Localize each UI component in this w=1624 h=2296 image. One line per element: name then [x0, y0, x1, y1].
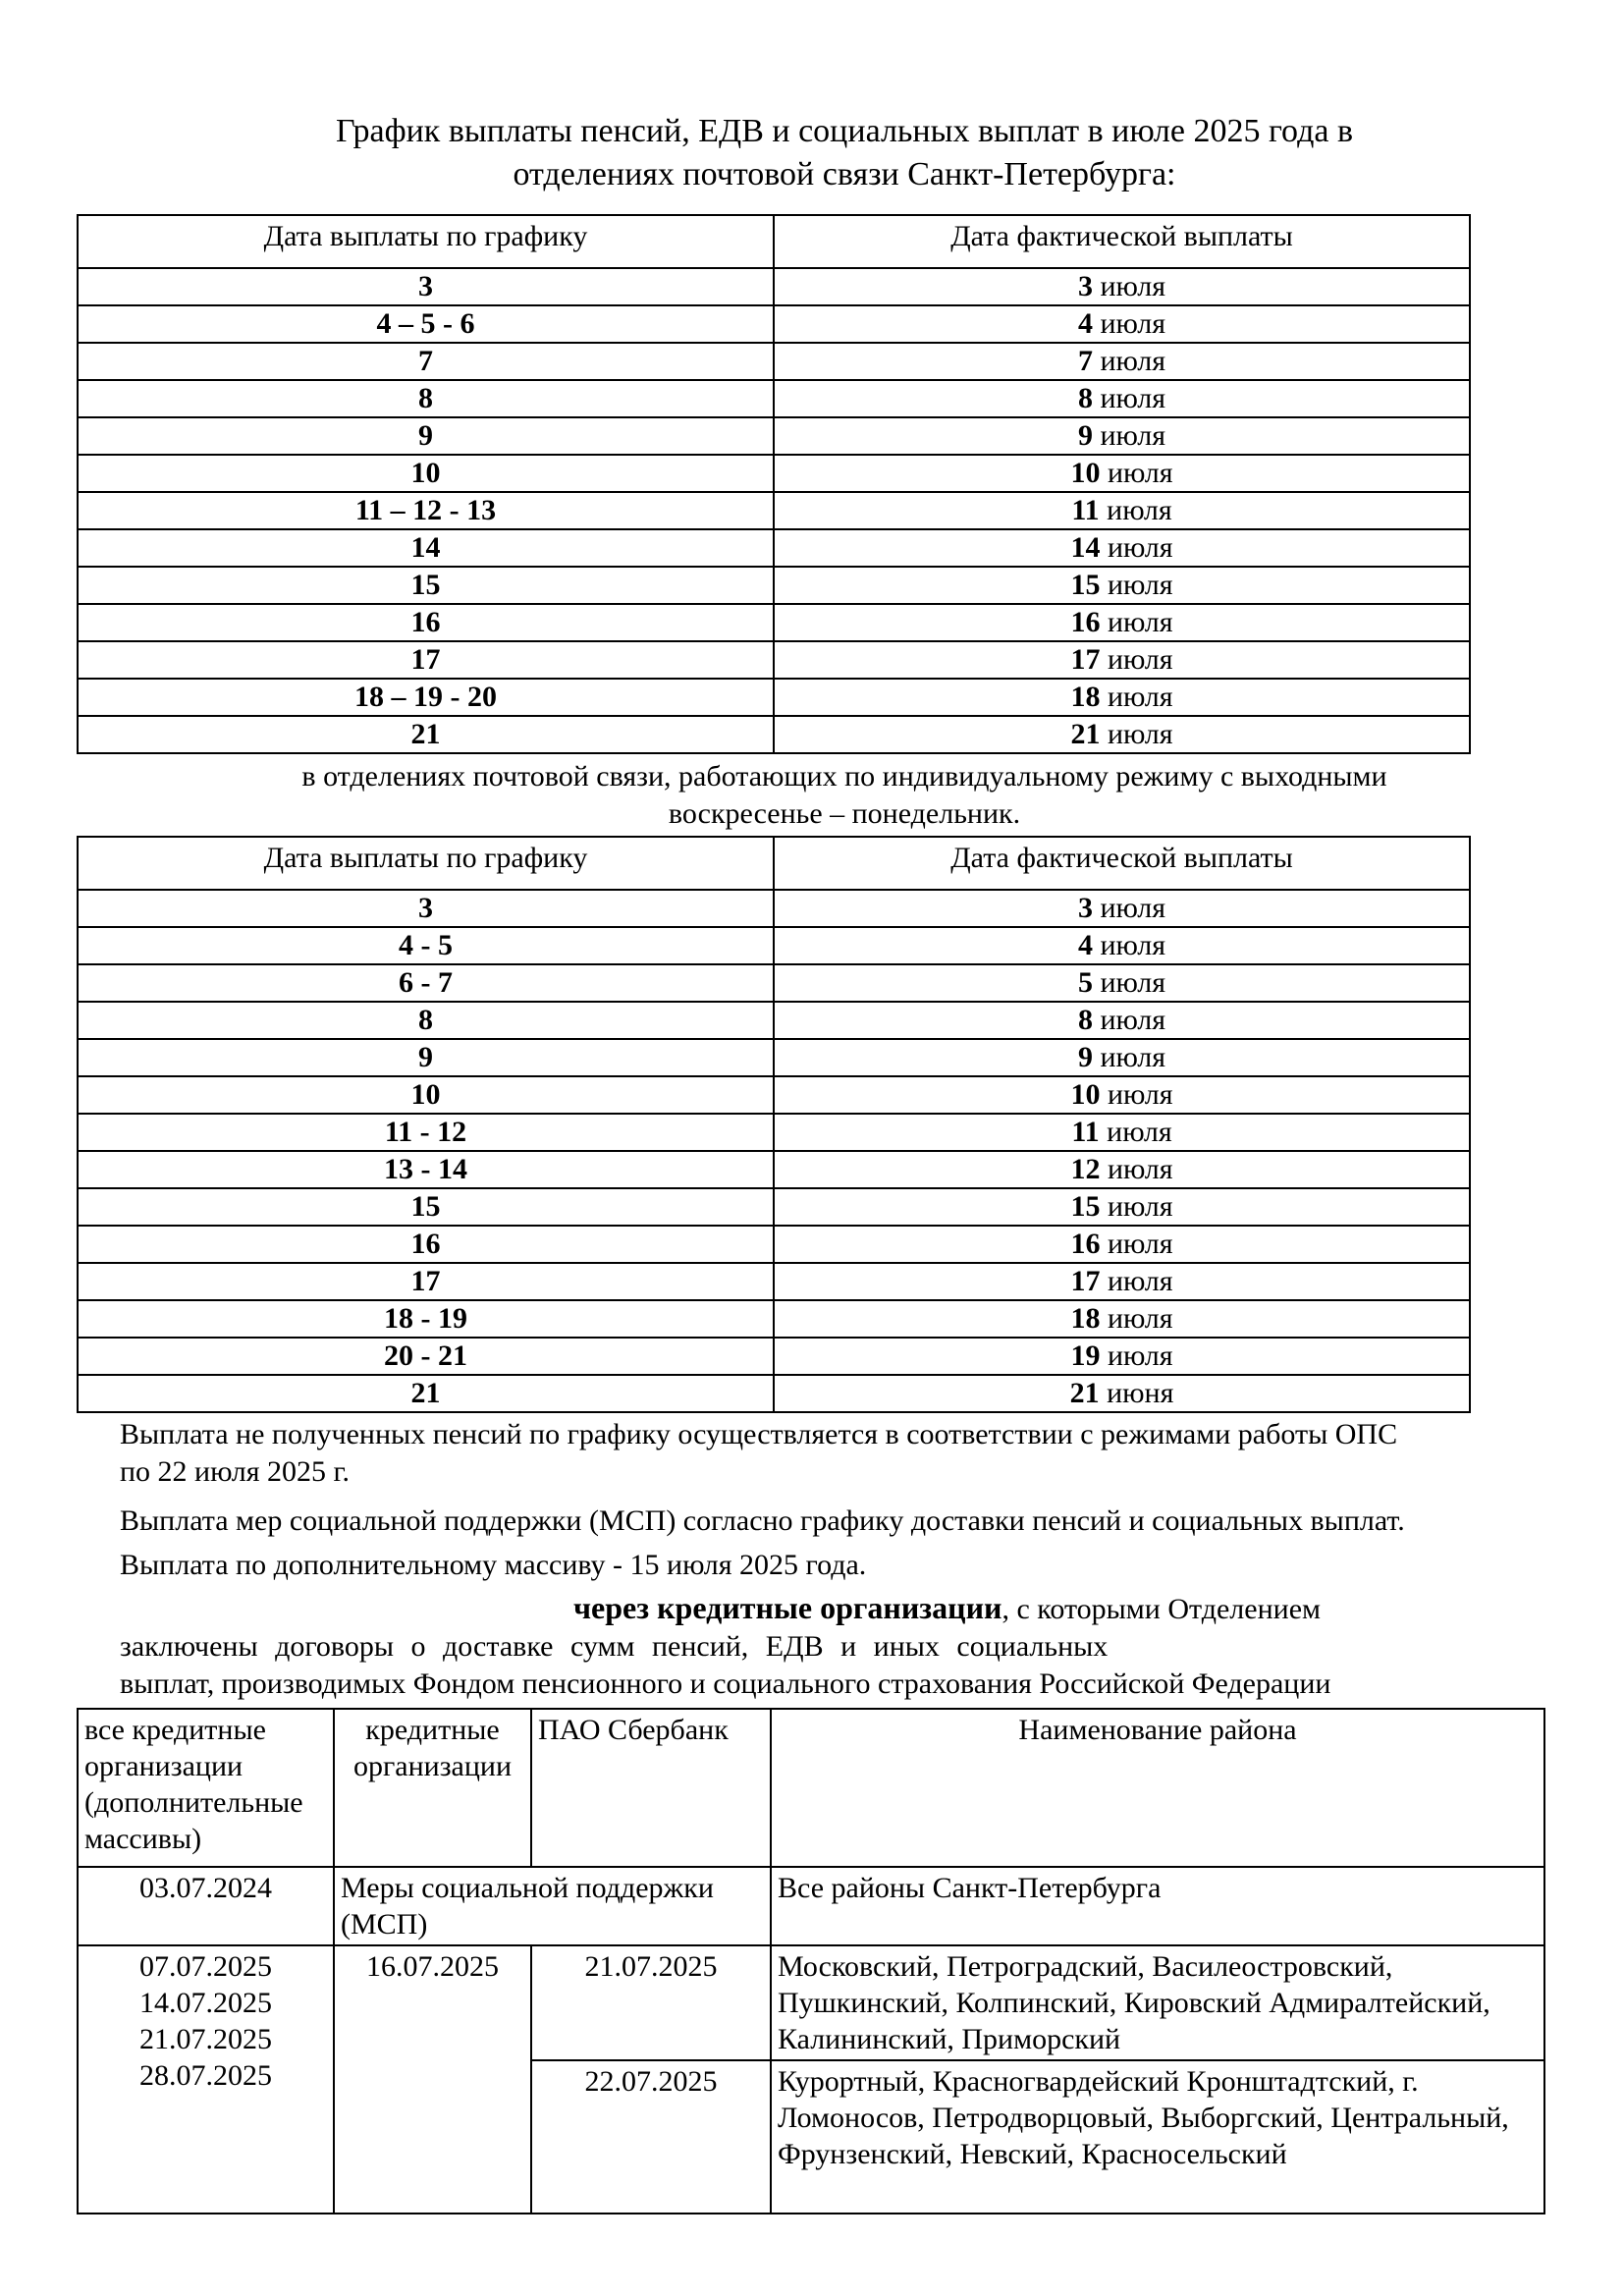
table-row	[78, 641, 1470, 679]
actual-month: июля	[1108, 1265, 1173, 1297]
table-row	[78, 679, 1470, 716]
actual-month: июля	[1108, 1078, 1173, 1111]
table-row	[78, 1338, 1470, 1375]
subtitle-line-2: воскресенье – понедельник.	[668, 797, 1021, 830]
table-row	[78, 1945, 1544, 2060]
actual-date-cell	[774, 417, 1470, 455]
actual-day: 17	[1070, 643, 1101, 676]
table-row	[78, 492, 1470, 529]
actual-date-cell	[774, 890, 1470, 927]
header-actual-date: Дата фактической выплаты	[774, 837, 1470, 890]
actual-day: 4	[1078, 307, 1093, 340]
actual-date-cell	[774, 1151, 1470, 1188]
actual-date-cell	[774, 1188, 1470, 1226]
actual-day: 8	[1078, 1004, 1093, 1036]
credit-organizations-table	[77, 1708, 1545, 2214]
schedule-table-standard	[77, 214, 1471, 754]
schedule-date-cell: 16	[78, 1226, 774, 1263]
actual-month: июля	[1108, 531, 1173, 564]
table-row	[78, 1263, 1470, 1300]
actual-month: июля	[1100, 1041, 1165, 1073]
districts-group-a: Московский, Петроградский, Василеостровский, Пушкинский, Колпинский, Кировский Адмиралтейский, Калининский, Приморский	[771, 1945, 1544, 2060]
actual-date-cell	[774, 716, 1470, 753]
actual-day: 9	[1078, 1041, 1093, 1073]
actual-day: 19	[1070, 1339, 1101, 1372]
actual-date-cell	[774, 1226, 1470, 1263]
table-row	[78, 1151, 1470, 1188]
actual-day: 16	[1070, 606, 1101, 638]
actual-date-cell	[774, 679, 1470, 716]
table-row	[78, 567, 1470, 604]
schedule-date-cell: 10	[78, 1076, 774, 1114]
table-row	[78, 455, 1470, 492]
credit-organizations-intro	[120, 1589, 1553, 1703]
actual-month: июля	[1100, 929, 1165, 961]
actual-day: 16	[1070, 1228, 1101, 1260]
actual-date-cell	[774, 1114, 1470, 1151]
actual-day: 18	[1070, 1302, 1101, 1335]
header-credit-orgs: кредитные организации	[334, 1709, 531, 1867]
actual-day: 3	[1078, 892, 1093, 924]
actual-month: июля	[1108, 1302, 1173, 1335]
actual-month: июля	[1108, 569, 1173, 601]
schedule-date-cell: 21	[78, 716, 774, 753]
actual-month: июля	[1107, 494, 1172, 526]
table-row	[78, 1039, 1470, 1076]
sberbank-date-b: 22.07.2025	[531, 2060, 771, 2214]
districts-group-b: Курортный, Красногвардейский Кронштадтский, г. Ломоносов, Петродворцовый, Выборгский, Центральный, Фрунзенский, Невский, Красносельский	[771, 2060, 1544, 2214]
schedule-date-cell: 16	[78, 604, 774, 641]
actual-month: июля	[1100, 345, 1165, 377]
date-item: 07.07.2025	[139, 1950, 272, 1983]
note-unclaimed-pensions	[120, 1416, 1553, 1491]
header-actual-date: Дата фактической выплаты	[774, 215, 1470, 268]
actual-day: 15	[1070, 1190, 1101, 1223]
schedule-date-cell: 6 - 7	[78, 964, 774, 1002]
actual-month: июня	[1107, 1377, 1174, 1409]
schedule-date-cell: 8	[78, 1002, 774, 1039]
actual-day: 9	[1078, 419, 1093, 452]
actual-date-cell	[774, 964, 1470, 1002]
table-row	[78, 529, 1470, 567]
actual-date-cell	[774, 455, 1470, 492]
actual-month: июля	[1100, 419, 1165, 452]
actual-month: июля	[1100, 892, 1165, 924]
additional-array-dates	[78, 1945, 334, 2214]
actual-day: 11	[1071, 1116, 1100, 1148]
table-row	[78, 268, 1470, 305]
actual-month: июля	[1107, 1116, 1172, 1148]
schedule-date-cell: 17	[78, 1263, 774, 1300]
msp-label: Меры социальной поддержки (МСП)	[334, 1867, 771, 1945]
table-row	[78, 604, 1470, 641]
actual-date-cell	[774, 1002, 1470, 1039]
header-all-credit-orgs: все кредитные организации (дополнительные массивы)	[78, 1709, 334, 1867]
actual-day: 18	[1070, 681, 1101, 713]
actual-month: июля	[1100, 966, 1165, 999]
schedule-date-cell: 4 – 5 - 6	[78, 305, 774, 343]
actual-day: 3	[1078, 270, 1093, 302]
note-msp: Выплата мер социальной поддержки (МСП) согласно графику доставки пенсий и социальных выплат.	[120, 1504, 1405, 1537]
actual-date-cell	[774, 1375, 1470, 1412]
actual-date-cell	[774, 1338, 1470, 1375]
intro-bold: через кредитные организации	[573, 1590, 1002, 1625]
table-row	[78, 343, 1470, 380]
schedule-date-cell: 11 - 12	[78, 1114, 774, 1151]
actual-date-cell	[774, 567, 1470, 604]
title-line-2: отделениях почтовой связи Санкт-Петербурга:	[513, 156, 1176, 192]
header-schedule-date: Дата выплаты по графику	[78, 837, 774, 890]
table-row	[78, 1867, 1544, 1945]
actual-month: июля	[1108, 1190, 1173, 1223]
actual-day: 10	[1070, 1078, 1101, 1111]
table-row	[78, 417, 1470, 455]
actual-date-cell	[774, 1263, 1470, 1300]
actual-date-cell	[774, 1076, 1470, 1114]
subtitle-line-1: в отделениях почтовой связи, работающих по индивидуальному режиму с выходными	[301, 760, 1387, 793]
actual-month: июля	[1100, 307, 1165, 340]
actual-month: июля	[1108, 1153, 1173, 1185]
intro-line-3: выплат, производимых Фондом пенсионного и социального страхования Российской Федерации	[120, 1667, 1331, 1700]
page-title	[196, 110, 1492, 196]
actual-date-cell	[774, 380, 1470, 417]
date-item: 21.07.2025	[139, 2023, 272, 2055]
schedule-date-cell: 10	[78, 455, 774, 492]
actual-date-cell	[774, 1039, 1470, 1076]
table-row	[78, 305, 1470, 343]
header-sberbank: ПАО Сбербанк	[531, 1709, 771, 1867]
msp-districts: Все районы Санкт-Петербурга	[771, 1867, 1544, 1945]
schedule-date-cell: 17	[78, 641, 774, 679]
title-line-1: График выплаты пенсий, ЕДВ и социальных выплат в июле 2025 года в	[335, 113, 1354, 149]
intro-rest: , с которыми Отделением	[1001, 1593, 1322, 1625]
actual-day: 14	[1070, 531, 1101, 564]
schedule-date-cell: 9	[78, 417, 774, 455]
actual-month: июля	[1100, 382, 1165, 414]
schedule-date-cell: 7	[78, 343, 774, 380]
date-item: 14.07.2025	[139, 1987, 272, 2019]
schedule-date-cell: 11 – 12 - 13	[78, 492, 774, 529]
table-row	[78, 1300, 1470, 1338]
actual-month: июля	[1108, 681, 1173, 713]
schedule-date-cell: 18 – 19 - 20	[78, 679, 774, 716]
intro-line-2: заключены договоры о доставке сумм пенсий, ЕДВ и иных социальных	[120, 1630, 1109, 1663]
schedule-date-cell: 9	[78, 1039, 774, 1076]
actual-date-cell	[774, 641, 1470, 679]
actual-date-cell	[774, 529, 1470, 567]
actual-date-cell	[774, 492, 1470, 529]
table-header-row	[78, 215, 1470, 268]
actual-day: 7	[1078, 345, 1093, 377]
actual-month: июля	[1108, 718, 1173, 750]
table-row	[78, 1226, 1470, 1263]
actual-date-cell	[774, 927, 1470, 964]
actual-day: 4	[1078, 929, 1093, 961]
sberbank-date-a: 21.07.2025	[531, 1945, 771, 2060]
actual-month: июля	[1108, 1228, 1173, 1260]
table-row	[78, 1188, 1470, 1226]
schedule-date-cell: 15	[78, 1188, 774, 1226]
schedule-date-cell: 8	[78, 380, 774, 417]
table-row	[78, 890, 1470, 927]
schedule-date-cell: 4 - 5	[78, 927, 774, 964]
schedule-date-cell: 14	[78, 529, 774, 567]
actual-month: июля	[1108, 606, 1173, 638]
note-line: Выплата не полученных пенсий по графику осуществляется в соответствии с режимами работы ОПС	[120, 1418, 1398, 1450]
actual-date-cell	[774, 604, 1470, 641]
subtitle-individual-mode	[196, 758, 1492, 833]
actual-day: 17	[1070, 1265, 1101, 1297]
actual-date-cell	[774, 1300, 1470, 1338]
schedule-date-cell: 21	[78, 1375, 774, 1412]
table-header-row	[78, 1709, 1544, 1867]
header-schedule-date: Дата выплаты по графику	[78, 215, 774, 268]
actual-month: июля	[1100, 270, 1165, 302]
table-row	[78, 380, 1470, 417]
table-header-row	[78, 837, 1470, 890]
actual-day: 8	[1078, 382, 1093, 414]
schedule-date-cell: 18 - 19	[78, 1300, 774, 1338]
actual-day: 10	[1070, 457, 1101, 489]
actual-month: июля	[1100, 1004, 1165, 1036]
actual-day: 12	[1070, 1153, 1101, 1185]
actual-month: июля	[1108, 457, 1173, 489]
actual-day: 15	[1070, 569, 1101, 601]
table-row	[78, 716, 1470, 753]
schedule-date-cell: 3	[78, 890, 774, 927]
note-additional-array: Выплата по дополнительному массиву - 15 июля 2025 года.	[120, 1549, 867, 1581]
actual-date-cell	[774, 305, 1470, 343]
header-district-name: Наименование района	[771, 1709, 1544, 1867]
date-item: 28.07.2025	[139, 2059, 272, 2092]
schedule-date-cell: 13 - 14	[78, 1151, 774, 1188]
note-line: по 22 июля 2025 г.	[120, 1455, 350, 1488]
actual-day: 21	[1069, 1377, 1100, 1409]
schedule-date-cell: 3	[78, 268, 774, 305]
table-row	[78, 1002, 1470, 1039]
credit-org-date: 16.07.2025	[334, 1945, 531, 2214]
actual-date-cell	[774, 343, 1470, 380]
actual-day: 11	[1071, 494, 1100, 526]
table-row	[78, 964, 1470, 1002]
actual-month: июля	[1108, 643, 1173, 676]
actual-date-cell	[774, 268, 1470, 305]
actual-day: 5	[1078, 966, 1093, 999]
intro-line-1	[120, 1589, 1553, 1628]
schedule-date-cell: 15	[78, 567, 774, 604]
msp-date: 03.07.2024	[78, 1867, 334, 1945]
table-row	[78, 1076, 1470, 1114]
schedule-date-cell: 20 - 21	[78, 1338, 774, 1375]
table-row	[78, 927, 1470, 964]
table-row	[78, 1114, 1470, 1151]
schedule-table-individual	[77, 836, 1471, 1413]
actual-month: июля	[1108, 1339, 1173, 1372]
actual-day: 21	[1070, 718, 1101, 750]
table-row	[78, 1375, 1470, 1412]
